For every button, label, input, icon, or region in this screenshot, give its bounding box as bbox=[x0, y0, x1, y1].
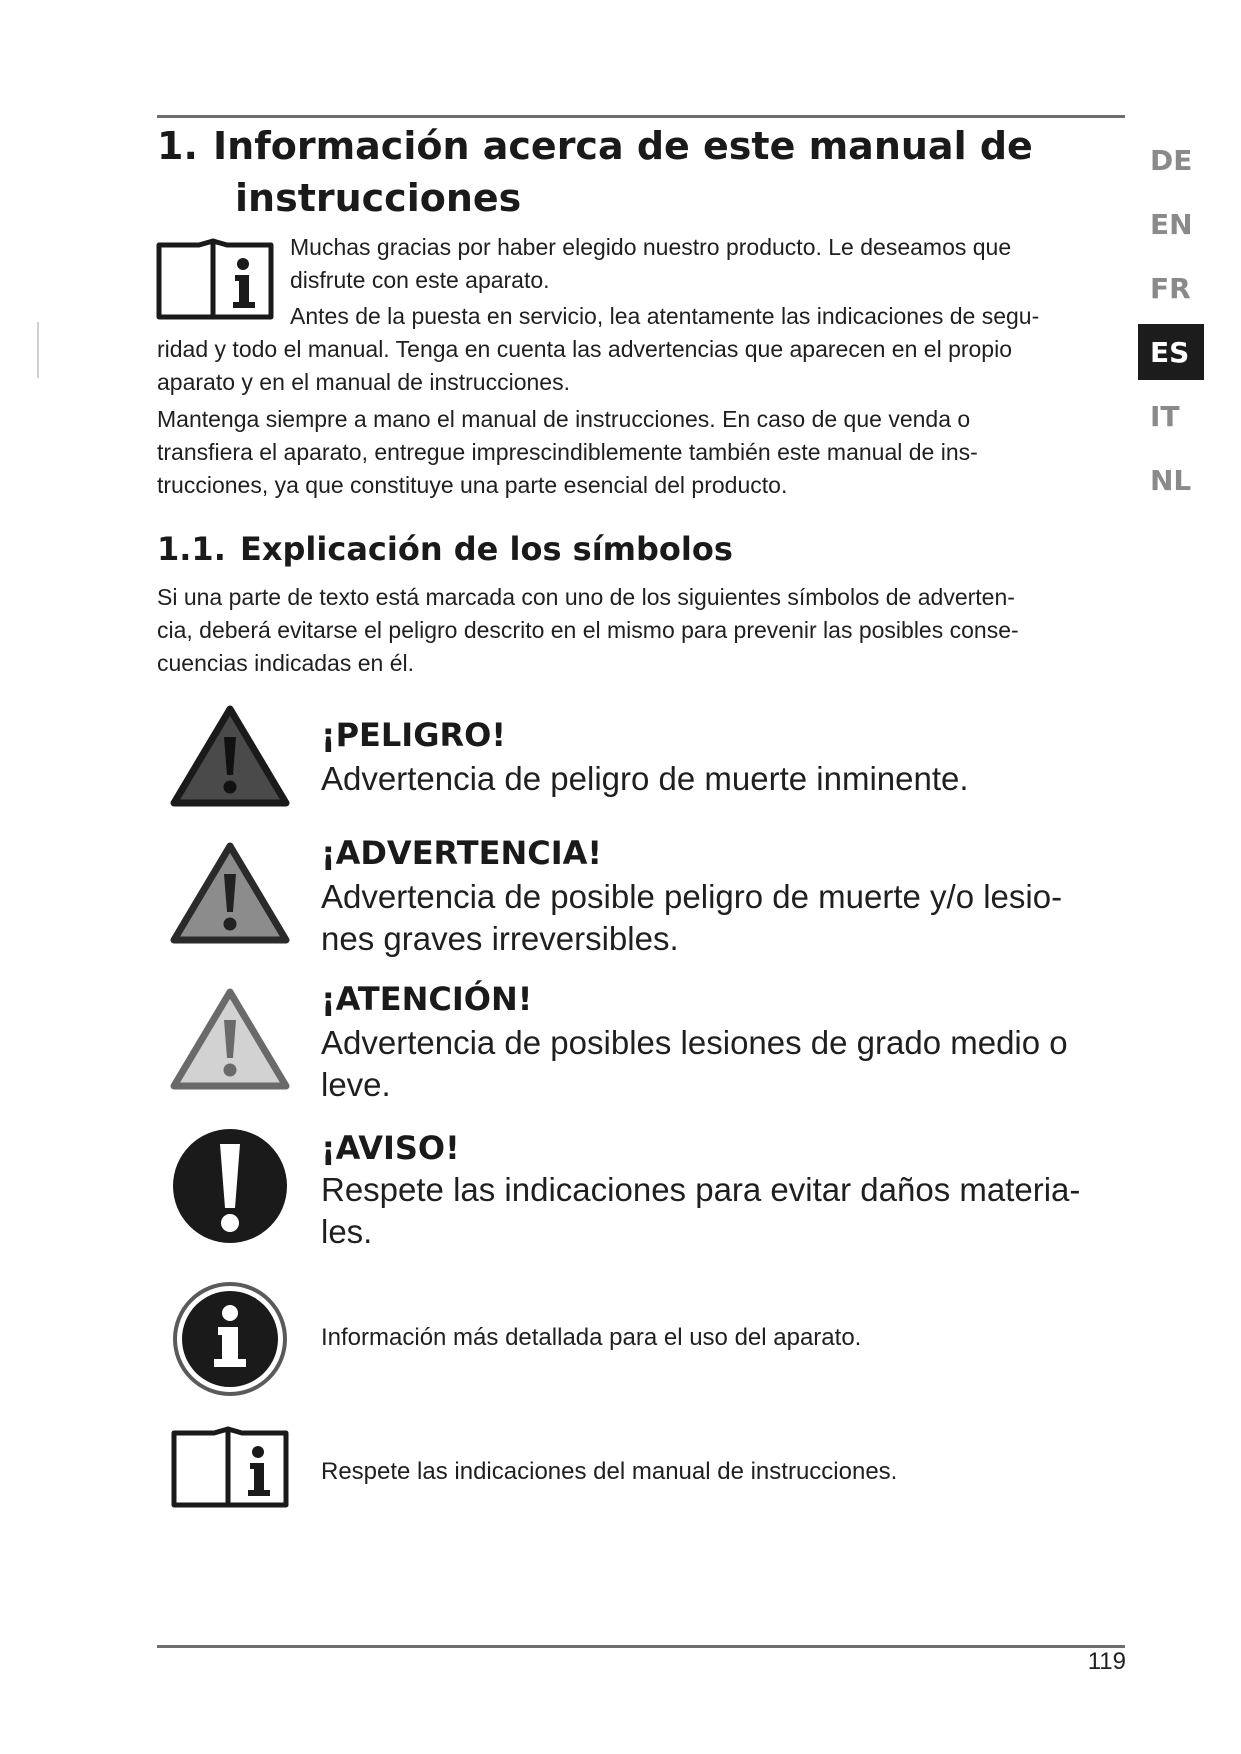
language-tabs bbox=[1138, 132, 1204, 516]
page-number: 119 bbox=[1087, 1648, 1126, 1675]
symbols-intro-line: cia, deberá evitarse el peligro descrito en el mismo para prevenir las posibles conse- bbox=[157, 617, 1019, 643]
caution-triangle-icon bbox=[170, 988, 290, 1092]
symbols-intro-line: Si una parte de texto está marcada con uno de los siguientes símbolos de adverten- bbox=[157, 584, 1015, 610]
tab-lang-it[interactable]: IT bbox=[1150, 399, 1180, 433]
notice-description-line: les. bbox=[321, 1213, 373, 1250]
subsection-title: Explicación de los símbolos bbox=[240, 530, 733, 568]
notice-description-line: Respete las indicaciones para evitar daños materia- bbox=[321, 1171, 1081, 1208]
info-circle-icon bbox=[172, 1281, 288, 1397]
manual-description: Respete las indicaciones del manual de instrucciones. bbox=[321, 1458, 898, 1485]
warning-description-line: Advertencia de posible peligro de muerte y/o lesio- bbox=[321, 878, 1063, 915]
top-rule bbox=[157, 115, 1125, 118]
warning-triangle-icon bbox=[170, 842, 290, 946]
manual-info-icon bbox=[155, 237, 275, 323]
keep-manual-paragraph bbox=[157, 403, 978, 502]
intro-paragraph-full bbox=[157, 333, 1012, 399]
tab-lang-es[interactable]: ES bbox=[1138, 324, 1204, 380]
danger-description bbox=[321, 758, 969, 800]
section-title-line2: instrucciones bbox=[235, 176, 522, 220]
intro-line: Antes de la puesta en servicio, lea atentamente las indicaciones de segu- bbox=[290, 303, 1040, 329]
danger-description-line: Advertencia de peligro de muerte inminente. bbox=[321, 760, 969, 797]
section-heading bbox=[157, 120, 1033, 224]
intro-line: aparato y en el manual de instrucciones. bbox=[157, 369, 570, 395]
section-title-line1: Información acerca de este manual de bbox=[213, 124, 1033, 168]
caution-title: ¡ATENCIÓN! bbox=[321, 980, 533, 1018]
symbols-intro-line: cuencias indicadas en él. bbox=[157, 650, 414, 676]
manual-info-icon bbox=[170, 1425, 290, 1511]
tab-lang-en[interactable]: EN bbox=[1150, 207, 1193, 241]
danger-triangle-icon bbox=[170, 705, 290, 809]
intro-line: Muchas gracias por haber elegido nuestro producto. Le deseamos que bbox=[290, 234, 1012, 260]
symbols-intro-paragraph bbox=[157, 581, 1019, 680]
tab-lang-nl[interactable]: NL bbox=[1150, 463, 1192, 497]
notice-description bbox=[321, 1169, 1080, 1253]
keep-manual-line: trucciones, ya que constituye una parte esencial del producto. bbox=[157, 472, 788, 498]
intro-line: disfrute con este aparato. bbox=[290, 267, 550, 293]
subsection-heading bbox=[157, 526, 733, 572]
info-description: Información más detallada para el uso del aparato. bbox=[321, 1324, 862, 1351]
warning-title: ¡ADVERTENCIA! bbox=[321, 834, 602, 872]
danger-title: ¡PELIGRO! bbox=[321, 716, 506, 754]
notice-title: ¡AVISO! bbox=[321, 1129, 460, 1167]
caution-description-line: Advertencia de posibles lesiones de grado medio o bbox=[321, 1024, 1068, 1061]
warning-description-line: nes graves irreversibles. bbox=[321, 920, 679, 957]
caution-description bbox=[321, 1022, 1068, 1106]
intro-paragraph-wrapped bbox=[290, 231, 1039, 333]
intro-line: ridad y todo el manual. Tenga en cuenta las advertencias que aparecen en el propio bbox=[157, 336, 1012, 362]
keep-manual-line: transfiera el aparato, entregue imprescindiblemente también este manual de ins- bbox=[157, 439, 978, 465]
tab-lang-fr[interactable]: FR bbox=[1150, 271, 1191, 305]
section-number: 1. bbox=[157, 124, 198, 168]
caution-description-line: leve. bbox=[321, 1066, 391, 1103]
margin-mark bbox=[37, 322, 39, 378]
warning-description bbox=[321, 876, 1062, 960]
tab-lang-de[interactable]: DE bbox=[1150, 143, 1193, 177]
bottom-rule bbox=[157, 1645, 1125, 1648]
keep-manual-line: Mantenga siempre a mano el manual de instrucciones. En caso de que venda o bbox=[157, 406, 971, 432]
subsection-number: 1.1. bbox=[157, 530, 226, 568]
notice-exclamation-circle-icon bbox=[170, 1126, 290, 1246]
